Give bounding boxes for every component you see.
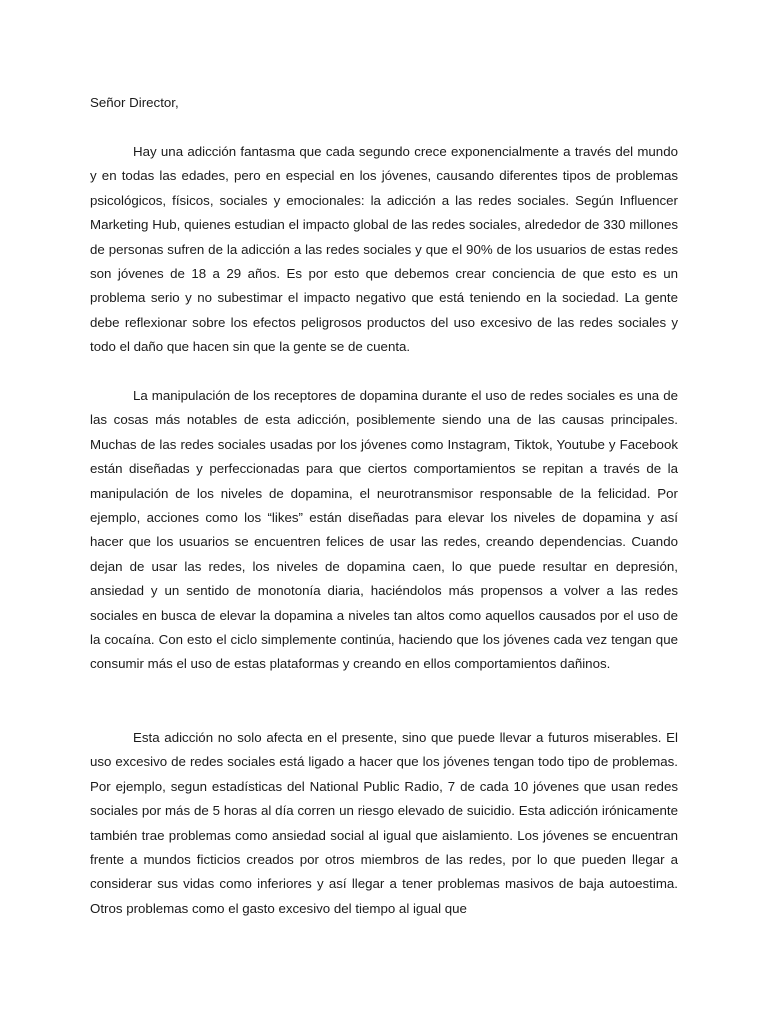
letter-paragraph-1: Hay una adicción fantasma que cada segundo crece exponencialmente a través del mundo y en todas las edades, pero en especial en los jóvenes, causando diferentes tipos de problemas psicológicos, físicos, sociales y emocionales: la adicción a las redes sociales. Según Influencer Marketing Hub, quienes estudian el impacto global de las redes sociales, alrededor de 330 millones de personas sufren de la adicción a las redes sociales y que el 90% de los usuarios de estas redes son jóvenes de 18 a 29 años. Es por esto que debemos crear conciencia de que esto es un problema serio y no subestimar el impacto negativo que está teniendo en la sociedad. La gente debe reflexionar sobre los efectos peligrosos productos del uso excesivo de las redes sociales y todo el daño que hacen sin que la gente se de cuenta. <box>90 144 678 355</box>
letter-paragraph-3: Esta adicción no solo afecta en el presente, sino que puede llevar a futuros miserables. El uso excesivo de redes sociales está ligado a hacer que los jóvenes tengan todo tipo de problemas. Por ejemplo, segun estadísticas del National Public Radio, 7 de cada 10 jóvenes que usan redes sociales por más de 5 horas al día corren un riesgo elevado de suicidio. Esta adicción irónicamente también trae problemas como ansiedad social al igual que aislamiento. Los jóvenes se encuentran frente a mundos ficticios creados por otros miembros de las redes, por lo que pueden llegar a considerar sus vidas como inferiores y así llegar a tener problemas masivos de baja autoestima. Otros problemas como el gasto excesivo del tiempo al igual que <box>90 730 678 916</box>
letter-paragraph-2: La manipulación de los receptores de dopamina durante el uso de redes sociales es una de las cosas más notables de esta adicción, posiblemente siendo una de las causas principales. Muchas de las redes sociales usadas por los jóvenes como Instagram, Tiktok, Youtube y Facebook están diseñadas y perfeccionadas para que ciertos comportamientos se repitan a través de la manipulación de los niveles de dopamina, el neurotransmisor responsable de la felicidad. Por ejemplo, acciones como los “likes” están diseñadas para elevar los niveles de dopamina y así hacer que los usuarios se encuentren felices de usar las redes, creando dependencias. Cuando dejan de usar las redes, los niveles de dopamina caen, lo que puede resultar en depresión, ansiedad y un sentido de monotonía diaria, haciéndolos más propensos a volver a las redes sociales en busca de elevar la dopamina a niveles tan altos como aquellos causados por el uso de la cocaína. Con esto el ciclo simplemente continúa, haciendo que los jóvenes cada vez tengan que consumir más el uso de estas plataformas y creando en ellos comportamientos dañinos. <box>90 388 678 672</box>
letter-salutation: Señor Director, <box>90 95 179 110</box>
